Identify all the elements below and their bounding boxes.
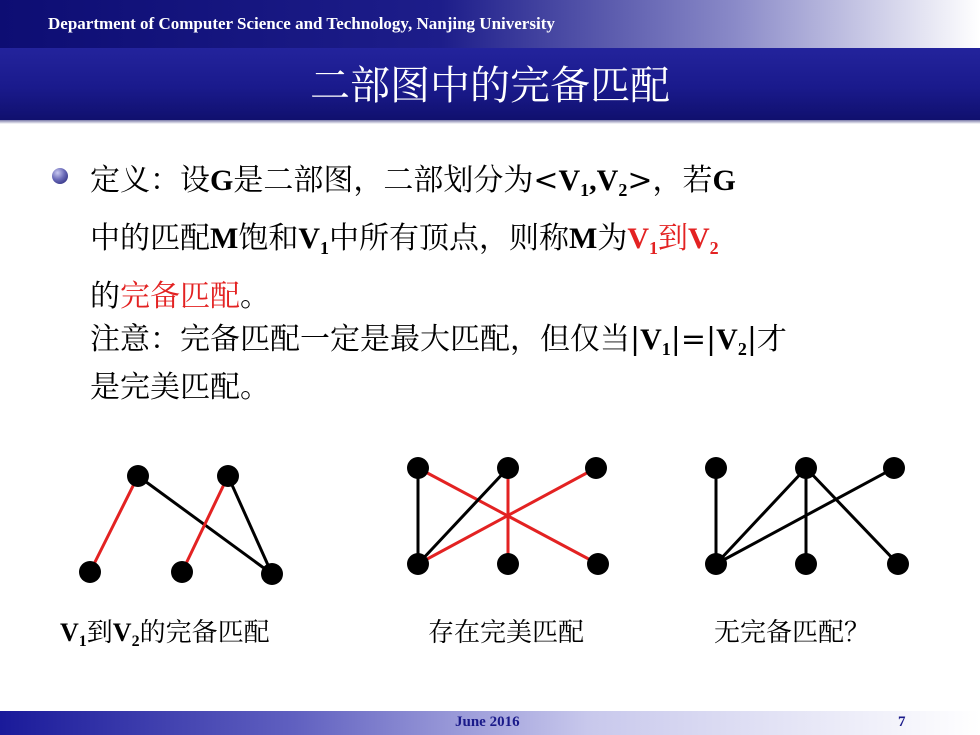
graph-no-complete-matching bbox=[705, 457, 909, 575]
caption-complete-matching: $V_1$到$V_2$的完备匹配 bbox=[60, 618, 270, 650]
vertex bbox=[217, 465, 239, 487]
bipartite-graph-diagrams bbox=[0, 440, 980, 600]
footer-date: June 2016 bbox=[455, 714, 520, 730]
matching-edge bbox=[182, 476, 228, 572]
edge bbox=[806, 468, 898, 564]
complete-matching-term: 完备匹配 bbox=[120, 279, 240, 314]
vertex bbox=[497, 457, 519, 479]
vertex bbox=[127, 465, 149, 487]
vertex bbox=[883, 457, 905, 479]
edge bbox=[418, 468, 508, 564]
page-number: 7 bbox=[898, 714, 906, 730]
vertex bbox=[497, 553, 519, 575]
department-name: Department of Computer Science and Technology, Nanjing University bbox=[48, 14, 555, 33]
matching-edge bbox=[90, 476, 138, 572]
vertex bbox=[79, 561, 101, 583]
vertex bbox=[587, 553, 609, 575]
vertex bbox=[705, 553, 727, 575]
vertex bbox=[407, 553, 429, 575]
vertex bbox=[887, 553, 909, 575]
caption-perfect-matching: 存在完美匹配 bbox=[428, 618, 585, 648]
caption-no-complete-matching: 无完备匹配？ bbox=[714, 618, 871, 648]
bullet-icon bbox=[52, 168, 68, 184]
graph-complete-matching bbox=[79, 465, 283, 585]
definition-paragraph: 定义：设G是二部图，二部划分为$<V_1,V_2>$，若G 中的匹配M饱和$V_1$中所有顶点，则称M为$V_1$到$V_2$ 的完备匹配。 bbox=[90, 163, 736, 314]
vertex bbox=[585, 457, 607, 479]
graph-perfect-matching bbox=[407, 457, 609, 575]
vertex bbox=[407, 457, 429, 479]
vertex bbox=[171, 561, 193, 583]
note-paragraph: 注意：完备匹配一定是最大匹配，但仅当$|V_1|=|V_2|$才 是完美匹配。 bbox=[90, 322, 787, 405]
vertex bbox=[261, 563, 283, 585]
vertex bbox=[795, 553, 817, 575]
edge bbox=[716, 468, 806, 564]
slide-title: 二部图中的完备匹配 bbox=[310, 63, 670, 109]
vertex bbox=[795, 457, 817, 479]
vertex bbox=[705, 457, 727, 479]
